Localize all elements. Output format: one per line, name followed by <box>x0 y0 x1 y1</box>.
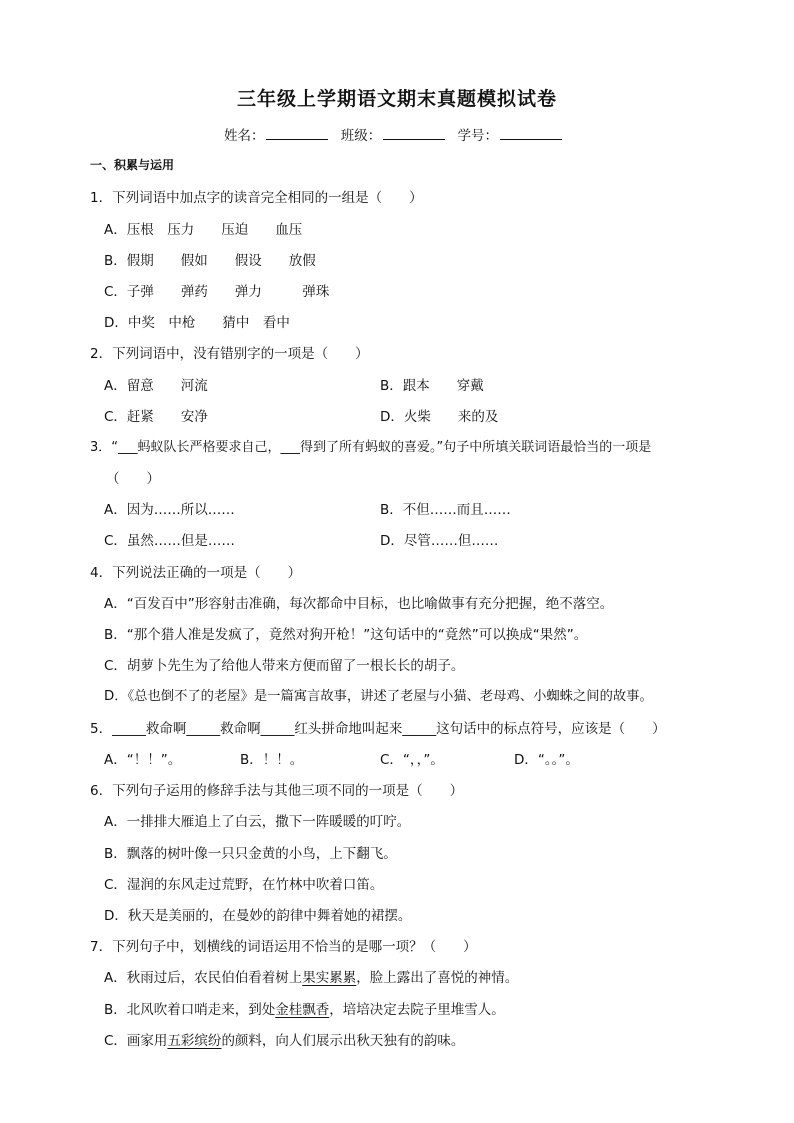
question-7-option-b <box>104 998 505 1018</box>
question-6-option-c: C．湿润的东风走过荒野，在竹林中吹着口笛。 <box>104 877 384 893</box>
question-6-option-d: D．秋天是美丽的，在曼妙的韵律中舞着她的裙摆。 <box>104 908 412 924</box>
option-a-text-before: A．秋雨过后，农民伯伯看着树上 <box>104 970 303 986</box>
question-2-option-b: B．跟本 穿戴 <box>380 378 484 394</box>
question-2-stem: 2．下列词语中，没有错别字的一项是（ ） <box>90 346 369 362</box>
id-label: 学号： <box>457 128 499 144</box>
question-4-stem: 4．下列说法正确的一项是（ ） <box>90 565 302 581</box>
question-6-option-b: B．飘落的树叶像一只只金黄的小鸟，上下翻飞。 <box>104 846 397 862</box>
option-c-underlined-phrase: 五彩缤纷 <box>167 1033 222 1049</box>
name-blank[interactable] <box>266 127 328 140</box>
question-2-option-a: A．留意 河流 <box>104 378 208 394</box>
option-b-underlined-phrase: 金桂飘香 <box>275 1002 330 1018</box>
question-5-option-d: D．“。。”。 <box>514 752 579 768</box>
class-blank[interactable] <box>383 127 445 140</box>
question-1-option-a: A．压根 压力 压迫 血压 <box>104 222 303 238</box>
question-3-option-c: C．虽然……但是…… <box>104 533 235 549</box>
question-1-option-b: B．假期 假如 假设 放假 <box>104 253 316 269</box>
question-2-option-c: C．赶紧 安净 <box>104 409 208 425</box>
question-4-option-c: C．胡萝卜先生为了给他人带来方便而留了一根长长的胡子。 <box>104 658 465 674</box>
question-3-stem: 3．“___蚂蚁队长严格要求自己，___得到了所有蚂蚁的喜爱。”句子中所填关联词语最恰当的一项是 <box>90 440 652 455</box>
question-3-option-a: A．因为……所以…… <box>104 502 235 518</box>
option-a-text-after: ，脸上露出了喜悦的神情。 <box>356 970 519 986</box>
page-title: 三年级上学期语文期末真题模拟试卷 <box>236 88 557 110</box>
question-5-option-c: C．“，，”。 <box>380 752 444 768</box>
question-5-option-b: B．！！。 <box>240 752 304 768</box>
name-label: 姓名： <box>223 128 265 144</box>
question-3-option-d: D．尽管……但…… <box>380 533 499 549</box>
question-3-stem-continued: （ ） <box>106 471 160 487</box>
option-c-text-after: 的颜料，向人们展示出秋天独有的韵味。 <box>221 1033 465 1049</box>
id-blank[interactable] <box>500 127 562 140</box>
question-4-option-b: B．“那个猎人准是发疯了，竟然对狗开枪！”这句话中的“竟然”可以换成“果然”。 <box>104 627 588 643</box>
question-7-option-a <box>104 966 518 986</box>
option-c-text-before: C．画家用 <box>104 1033 168 1049</box>
question-1-option-d: D．中奖 中枪 猜中 看中 <box>104 315 290 331</box>
option-b-text-after: ，培培决定去院子里堆雪人。 <box>329 1002 505 1018</box>
option-a-underlined-phrase: 果实累累 <box>302 970 357 986</box>
question-5-stem: 5．_____救命啊_____救命啊_____红头拼命地叫起来_____这句话中的标点符号，应该是（ ） <box>90 721 666 737</box>
question-3-option-b: B．不但……而且…… <box>380 502 511 518</box>
class-label: 班级： <box>340 128 382 144</box>
question-1-stem: 1．下列词语中加点字的读音完全相同的一组是（ ） <box>90 190 423 206</box>
question-6-stem: 6．下列句子运用的修辞手法与其他三项不同的一项是（ ） <box>90 783 464 799</box>
question-7-option-c <box>104 1029 464 1049</box>
question-4-option-a: A．“百发百中”形容射击准确，每次都命中目标，也比喻做事有充分把握，绝不落空。 <box>104 596 614 612</box>
student-info-line <box>0 124 794 144</box>
question-6-option-a: A．一排排大雁追上了白云，撒下一阵暖暖的叮咛。 <box>104 814 411 830</box>
section-heading: 一、积累与运用 <box>90 158 175 172</box>
option-b-text-before: B．北风吹着口哨走来，到处 <box>104 1002 276 1018</box>
question-5-option-a: A．“！！”。 <box>104 752 182 768</box>
question-7-stem: 7．下列句子中，划横线的词语运用不恰当的是哪一项？（ ） <box>90 939 477 955</box>
question-4-option-d: D．《总也倒不了的老屋》是一篇寓言故事，讲述了老屋与小猫、老母鸡、小蜘蛛之间的故事。 <box>104 689 653 704</box>
question-2-option-d: D．火柴 来的及 <box>380 409 499 425</box>
question-1-option-c: C．子弹 弹药 弹力 弹珠 <box>104 284 330 300</box>
